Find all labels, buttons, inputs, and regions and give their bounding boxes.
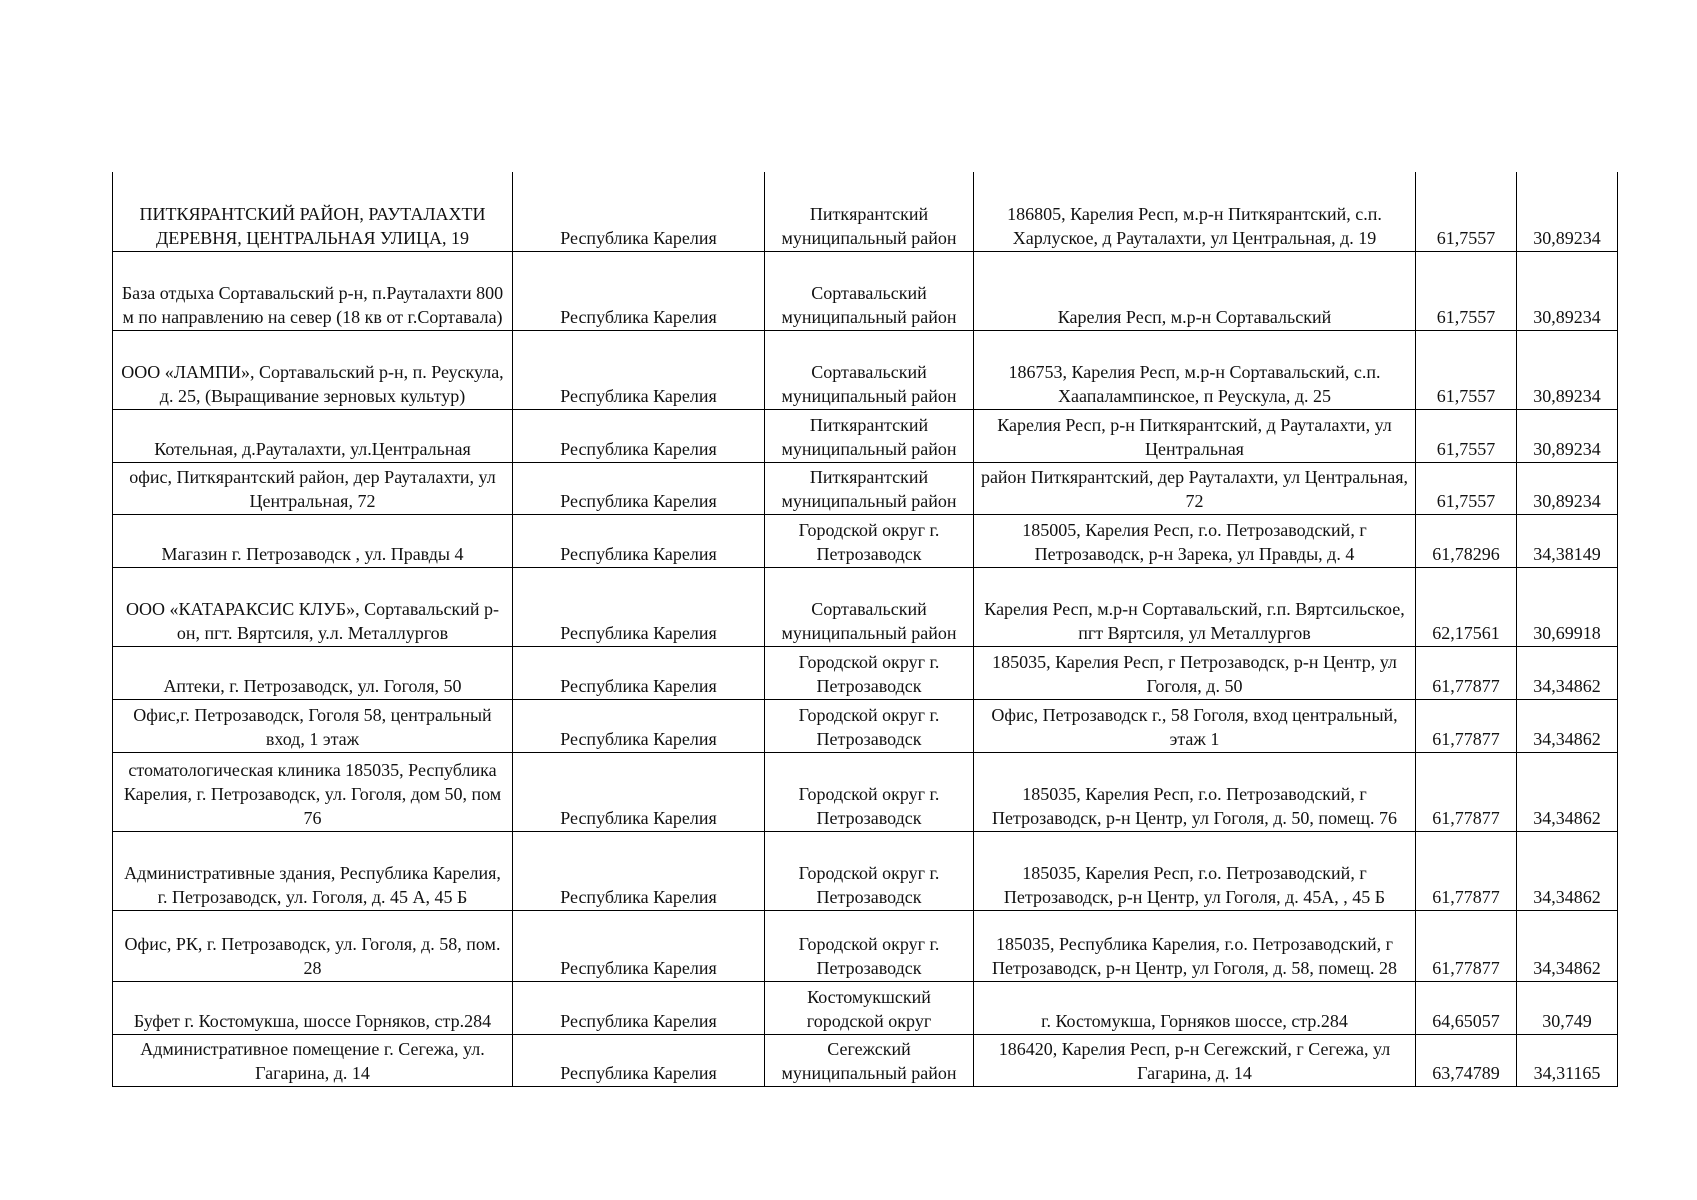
longitude-cell: 30,89234 <box>1517 409 1618 462</box>
table-row <box>113 910 1618 981</box>
longitude-cell: 30,89234 <box>1517 251 1618 330</box>
latitude-cell: 61,7557 <box>1416 251 1517 330</box>
table-row <box>113 752 1618 831</box>
address-cell: Карелия Респ, р-н Питкярантский, д Рауталахти, ул Центральная <box>974 409 1416 462</box>
address-cell: 186420, Карелия Респ, р-н Сегежский, г Сегежа, ул Гагарина, д. 14 <box>974 1034 1416 1086</box>
address-cell: Офис, Петрозаводск г., 58 Гоголя, вход центральный, этаж 1 <box>974 699 1416 752</box>
address-cell: 185035, Карелия Респ, г Петрозаводск, р-н Центр, ул Гоголя, д. 50 <box>974 646 1416 699</box>
longitude-cell: 34,34862 <box>1517 752 1618 831</box>
address-cell: 186805, Карелия Респ, м.р-н Питкярантский, с.п. Харлуское, д Рауталахти, ул Центральная, д. 19 <box>974 172 1416 251</box>
region-cell: Республика Карелия <box>513 172 765 251</box>
table-row <box>113 981 1618 1034</box>
latitude-cell: 61,77877 <box>1416 910 1517 981</box>
address-cell: 186753, Карелия Респ, м.р-н Сортавальский, с.п. Хаапалампинское, п Реускула, д. 25 <box>974 330 1416 409</box>
longitude-cell: 34,34862 <box>1517 699 1618 752</box>
region-cell: Республика Карелия <box>513 251 765 330</box>
address-cell: 185035, Республика Карелия, г.о. Петрозаводский, г Петрозаводск, р-н Центр, ул Гоголя, д. 58, помещ. 28 <box>974 910 1416 981</box>
longitude-cell: 34,34862 <box>1517 910 1618 981</box>
region-cell: Республика Карелия <box>513 831 765 910</box>
address-cell: 185035, Карелия Респ, г.о. Петрозаводский, г Петрозаводск, р-н Центр, ул Гоголя, д. 45А, , 45 Б <box>974 831 1416 910</box>
address-cell: район Питкярантский, дер Рауталахти, ул Центральная, 72 <box>974 462 1416 514</box>
region-cell: Республика Карелия <box>513 699 765 752</box>
region-cell: Республика Карелия <box>513 752 765 831</box>
address-cell: г. Костомукша, Горняков шоссе, стр.284 <box>974 981 1416 1034</box>
district-cell: Костомукшский городской округ <box>765 981 974 1034</box>
address-cell: Карелия Респ, м.р-н Сортавальский, г.п. Вяртсильское, пгт Вяртсиля, ул Металлургов <box>974 567 1416 646</box>
address-cell: 185035, Карелия Респ, г.о. Петрозаводский, г Петрозаводск, р-н Центр, ул Гоголя, д. 50, помещ. 76 <box>974 752 1416 831</box>
longitude-cell: 30,749 <box>1517 981 1618 1034</box>
latitude-cell: 64,65057 <box>1416 981 1517 1034</box>
longitude-cell: 34,38149 <box>1517 514 1618 567</box>
table-row <box>113 409 1618 462</box>
district-cell: Городской округ г. Петрозаводск <box>765 831 974 910</box>
object-name-cell: Офис, РК, г. Петрозаводск, ул. Гоголя, д. 58, пом. 28 <box>113 910 513 981</box>
longitude-cell: 30,69918 <box>1517 567 1618 646</box>
region-cell: Республика Карелия <box>513 910 765 981</box>
address-cell: 185005, Карелия Респ, г.о. Петрозаводский, г Петрозаводск, р-н Зарека, ул Правды, д. 4 <box>974 514 1416 567</box>
region-cell: Республика Карелия <box>513 1034 765 1086</box>
district-cell: Питкярантский муниципальный район <box>765 462 974 514</box>
latitude-cell: 61,77877 <box>1416 699 1517 752</box>
district-cell: Сортавальский муниципальный район <box>765 251 974 330</box>
table-row <box>113 1034 1618 1086</box>
latitude-cell: 61,77877 <box>1416 752 1517 831</box>
region-cell: Республика Карелия <box>513 462 765 514</box>
latitude-cell: 61,7557 <box>1416 409 1517 462</box>
table-row <box>113 330 1618 409</box>
longitude-cell: 34,34862 <box>1517 646 1618 699</box>
longitude-cell: 34,34862 <box>1517 831 1618 910</box>
district-cell: Сортавальский муниципальный район <box>765 567 974 646</box>
latitude-cell: 61,77877 <box>1416 831 1517 910</box>
longitude-cell: 34,31165 <box>1517 1034 1618 1086</box>
object-name-cell: Административное помещение г. Сегежа, ул. Гагарина, д. 14 <box>113 1034 513 1086</box>
region-cell: Республика Карелия <box>513 330 765 409</box>
latitude-cell: 63,74789 <box>1416 1034 1517 1086</box>
table-row <box>113 514 1618 567</box>
district-cell: Сортавальский муниципальный район <box>765 330 974 409</box>
district-cell: Городской округ г. Петрозаводск <box>765 910 974 981</box>
region-cell: Республика Карелия <box>513 409 765 462</box>
longitude-cell: 30,89234 <box>1517 462 1618 514</box>
latitude-cell: 61,7557 <box>1416 462 1517 514</box>
district-cell: Городской округ г. Петрозаводск <box>765 699 974 752</box>
table-body <box>113 172 1618 1086</box>
object-name-cell: ООО «КАТАРАКСИС КЛУБ», Сортавальский р-он, пгт. Вяртсиля, у.л. Металлургов <box>113 567 513 646</box>
latitude-cell: 61,7557 <box>1416 172 1517 251</box>
table-row <box>113 699 1618 752</box>
district-cell: Городской округ г. Петрозаводск <box>765 514 974 567</box>
object-name-cell: Административные здания, Республика Карелия, г. Петрозаводск, ул. Гоголя, д. 45 А, 45 Б <box>113 831 513 910</box>
longitude-cell: 30,89234 <box>1517 172 1618 251</box>
latitude-cell: 62,17561 <box>1416 567 1517 646</box>
district-cell: Сегежский муниципальный район <box>765 1034 974 1086</box>
object-name-cell: ПИТКЯРАНТСКИЙ РАЙОН, РАУТАЛАХТИ ДЕРЕВНЯ, ЦЕНТРАЛЬНАЯ УЛИЦА, 19 <box>113 172 513 251</box>
object-name-cell: Котельная, д.Рауталахти, ул.Центральная <box>113 409 513 462</box>
object-name-cell: ООО «ЛАМПИ», Сортавальский р-н, п. Реускула, д. 25, (Выращивание зерновых культур) <box>113 330 513 409</box>
object-name-cell: стоматологическая клиника 185035, Республика Карелия, г. Петрозаводск, ул. Гоголя, дом 50, пом 76 <box>113 752 513 831</box>
table-row <box>113 646 1618 699</box>
latitude-cell: 61,78296 <box>1416 514 1517 567</box>
object-name-cell: Буфет г. Костомукша, шоссе Горняков, стр.284 <box>113 981 513 1034</box>
address-cell: Карелия Респ, м.р-н Сортавальский <box>974 251 1416 330</box>
district-cell: Городской округ г. Петрозаводск <box>765 646 974 699</box>
table-row <box>113 251 1618 330</box>
district-cell: Питкярантский муниципальный район <box>765 409 974 462</box>
object-name-cell: Аптеки, г. Петрозаводск, ул. Гоголя, 50 <box>113 646 513 699</box>
table-row <box>113 462 1618 514</box>
object-name-cell: Магазин г. Петрозаводск , ул. Правды 4 <box>113 514 513 567</box>
longitude-cell: 30,89234 <box>1517 330 1618 409</box>
table-row <box>113 831 1618 910</box>
region-cell: Республика Карелия <box>513 567 765 646</box>
table-row <box>113 567 1618 646</box>
region-cell: Республика Карелия <box>513 646 765 699</box>
locations-table <box>112 172 1618 1087</box>
object-name-cell: офис, Питкярантский район, дер Рауталахти, ул Центральная, 72 <box>113 462 513 514</box>
district-cell: Питкярантский муниципальный район <box>765 172 974 251</box>
region-cell: Республика Карелия <box>513 514 765 567</box>
table-row <box>113 172 1618 251</box>
region-cell: Республика Карелия <box>513 981 765 1034</box>
latitude-cell: 61,77877 <box>1416 646 1517 699</box>
latitude-cell: 61,7557 <box>1416 330 1517 409</box>
object-name-cell: Офис,г. Петрозаводск, Гоголя 58, центральный вход, 1 этаж <box>113 699 513 752</box>
district-cell: Городской округ г. Петрозаводск <box>765 752 974 831</box>
object-name-cell: База отдыха Сортавальский р-н, п.Рауталахти 800 м по направлению на север (18 кв от г.Сортавала) <box>113 251 513 330</box>
